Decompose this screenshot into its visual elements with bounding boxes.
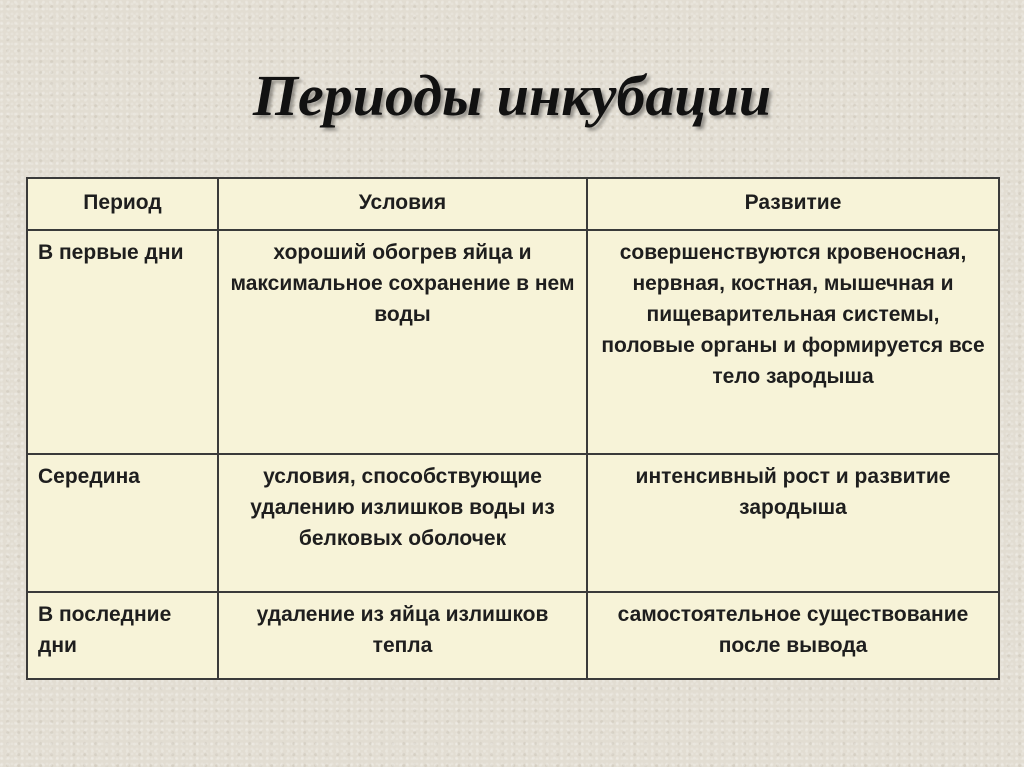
cell-development: интенсивный рост и развитие зародыша — [587, 454, 999, 592]
cell-conditions: удаление из яйца излишков тепла — [218, 592, 587, 679]
cell-period: Середина — [27, 454, 218, 592]
cell-development: самостоятельное существование после вывода — [587, 592, 999, 679]
cell-period: В последние дни — [27, 592, 218, 679]
table-row — [27, 454, 999, 592]
cell-conditions: условия, способствующие удалению излишков воды из белковых оболочек — [218, 454, 587, 592]
cell-conditions: хороший обогрев яйца и максимальное сохранение в нем воды — [218, 230, 587, 454]
header-conditions: Условия — [218, 178, 587, 230]
header-period: Период — [27, 178, 218, 230]
table-row — [27, 592, 999, 679]
cell-development: совершенствуются кровеносная, нервная, костная, мышечная и пищеварительная системы, половые органы и формируется все тело зародыша — [587, 230, 999, 454]
page-title: Периоды инкубации — [252, 63, 772, 128]
cell-period: В первые дни — [27, 230, 218, 454]
table-row — [27, 230, 999, 454]
table-header-row — [27, 178, 999, 230]
header-development: Развитие — [587, 178, 999, 230]
incubation-table — [26, 177, 1000, 680]
